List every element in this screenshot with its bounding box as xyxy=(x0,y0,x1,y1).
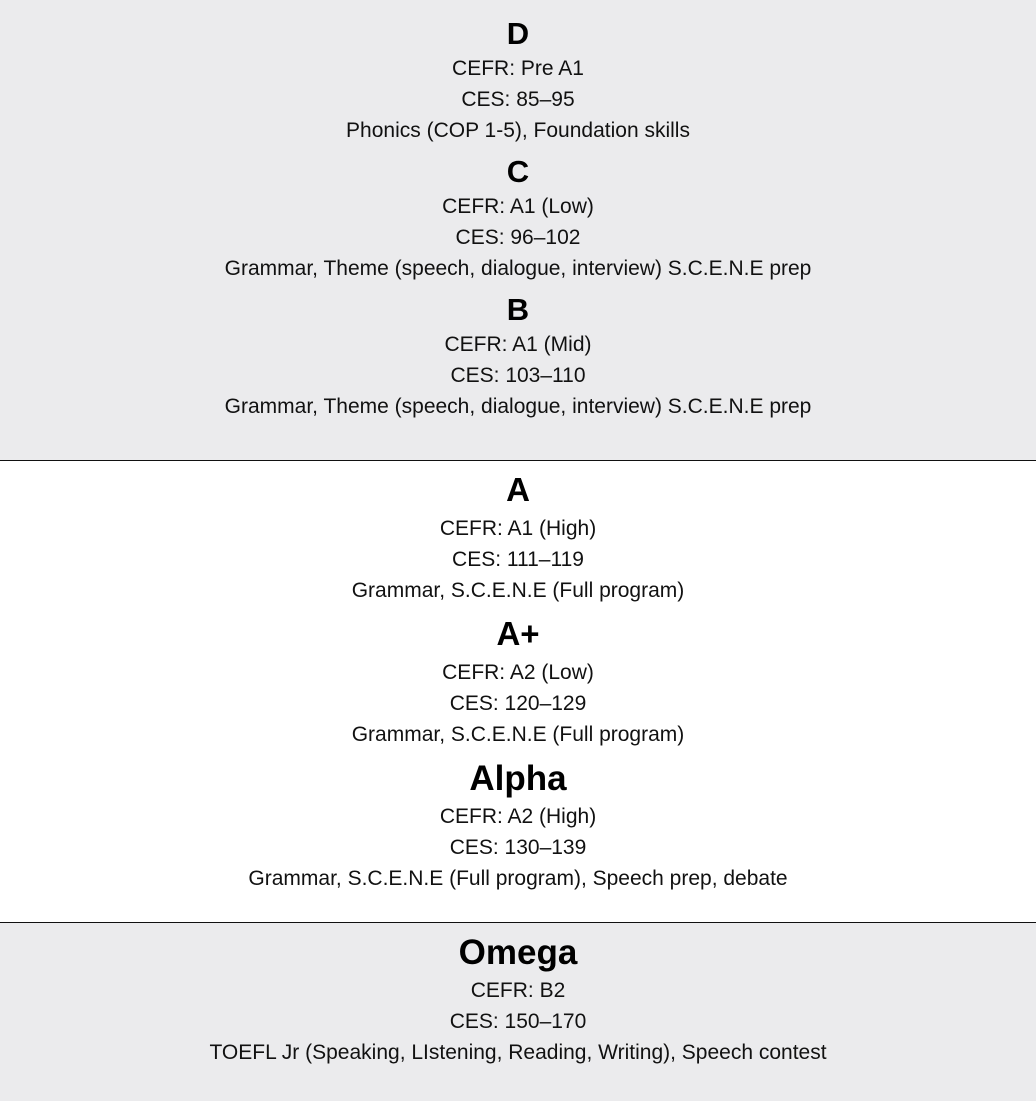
focus-text: Grammar, S.C.E.N.E (Full program), Speech prep, debate xyxy=(248,867,788,890)
section-intermediate xyxy=(0,461,1036,922)
cefr-label: CEFR: A1 (Mid) xyxy=(444,333,592,356)
cefr-label: CEFR: A2 (High) xyxy=(439,805,597,828)
focus-text: Grammar, S.C.E.N.E (Full program) xyxy=(351,579,685,602)
section-beginner xyxy=(0,0,1036,460)
cefr-label: CEFR: A1 (High) xyxy=(439,517,597,540)
ces-range: CES: 111–119 xyxy=(452,548,584,571)
level-title: A xyxy=(506,471,530,508)
focus-text: Grammar, S.C.E.N.E (Full program) xyxy=(351,723,685,746)
level-a xyxy=(0,473,1036,606)
focus-text: Phonics (COP 1-5), Foundation skills xyxy=(346,119,690,142)
cefr-label: CEFR: Pre A1 xyxy=(452,57,584,80)
level-omega xyxy=(0,935,1036,1068)
level-b xyxy=(0,294,1036,422)
ces-range: CES: 85–95 xyxy=(461,88,575,111)
level-title: B xyxy=(506,292,530,327)
level-title: C xyxy=(506,154,530,189)
cefr-label: CEFR: A2 (Low) xyxy=(442,661,594,684)
cefr-label: CEFR: B2 xyxy=(470,979,566,1002)
level-title: D xyxy=(506,16,530,51)
ces-range: CES: 130–139 xyxy=(449,836,587,859)
level-a-plus xyxy=(0,617,1036,750)
level-alpha xyxy=(0,761,1036,894)
section-advanced xyxy=(0,923,1036,1101)
level-c xyxy=(0,156,1036,284)
level-d xyxy=(0,18,1036,146)
ces-range: CES: 150–170 xyxy=(449,1010,587,1033)
focus-text: Grammar, Theme (speech, dialogue, interview) S.C.E.N.E prep xyxy=(224,257,812,280)
level-title: Alpha xyxy=(469,759,567,798)
focus-text: Grammar, Theme (speech, dialogue, interview) S.C.E.N.E prep xyxy=(224,395,812,418)
ces-range: CES: 96–102 xyxy=(455,226,581,249)
ces-range: CES: 120–129 xyxy=(449,692,587,715)
focus-text: TOEFL Jr (Speaking, LIstening, Reading, Writing), Speech contest xyxy=(209,1041,827,1064)
level-title: Omega xyxy=(458,933,578,972)
cefr-label: CEFR: A1 (Low) xyxy=(442,195,594,218)
ces-range: CES: 103–110 xyxy=(450,364,586,387)
level-title: A+ xyxy=(496,615,540,652)
